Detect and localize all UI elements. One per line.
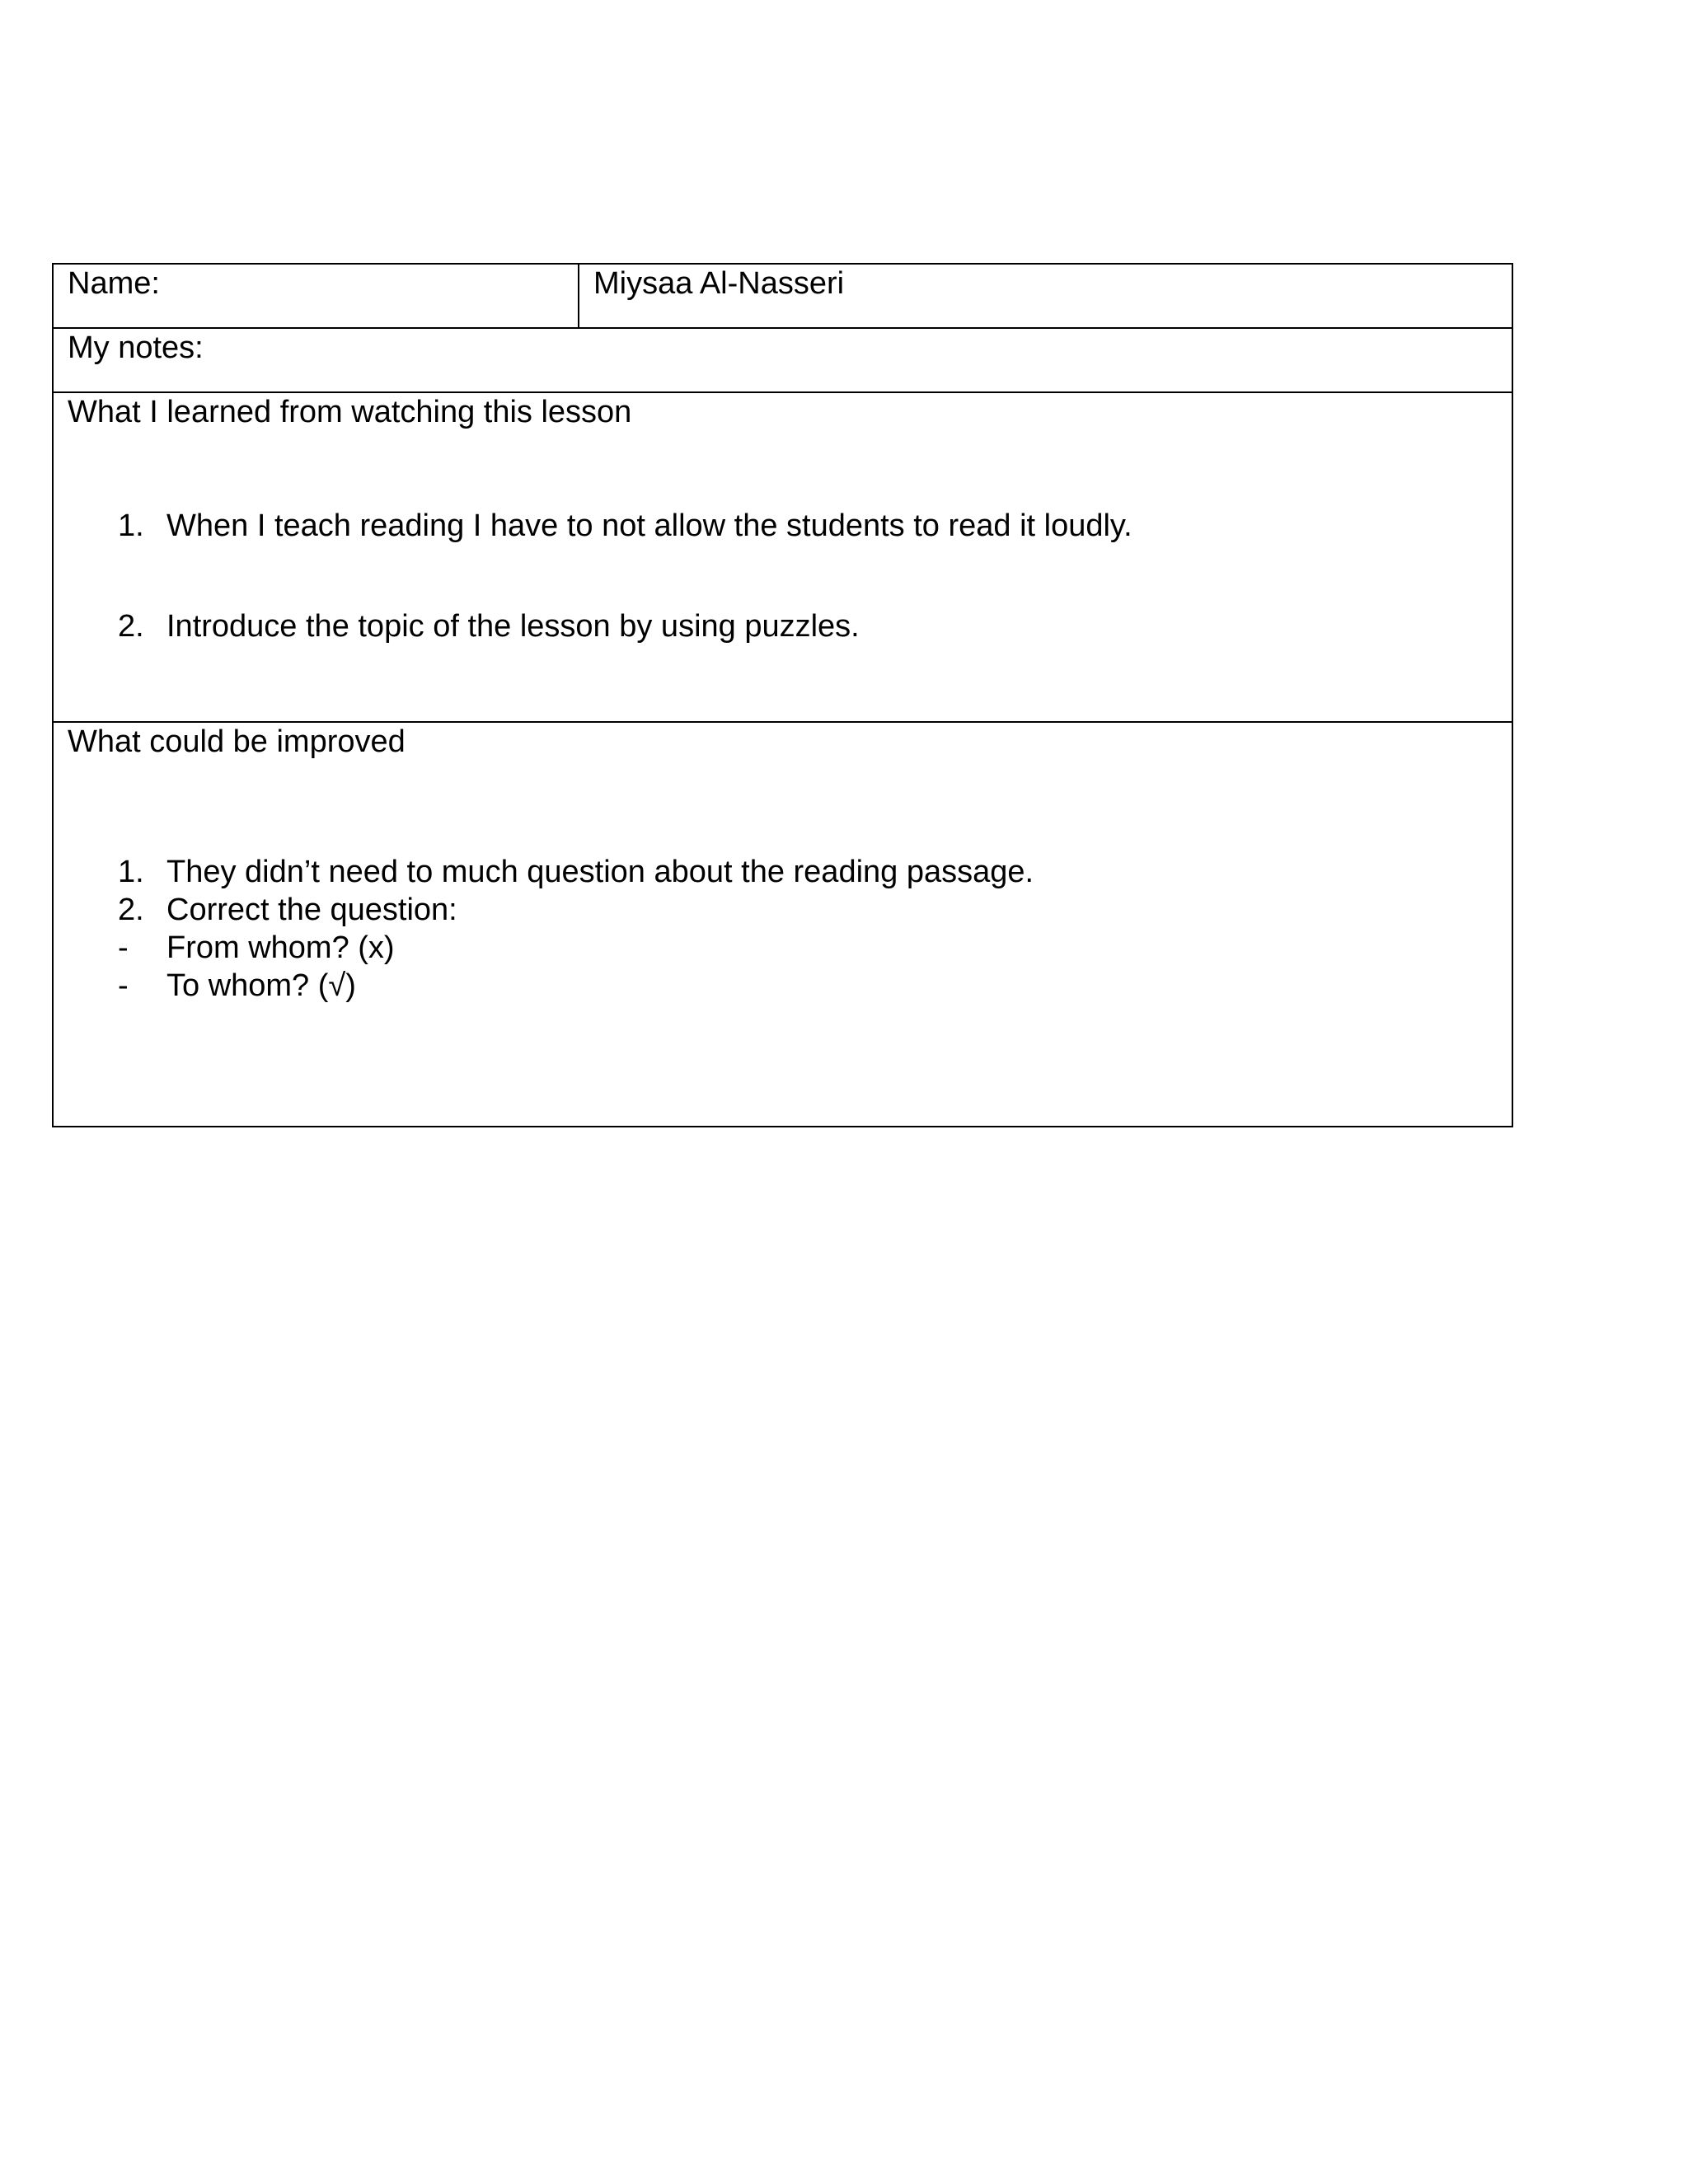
list-item-text: Introduce the topic of the lesson by using puzzles. — [166, 609, 860, 644]
improved-section — [54, 723, 1512, 1126]
list-item-text: To whom? (√) — [166, 968, 356, 1003]
list-marker: 1. — [118, 855, 144, 889]
name-row — [54, 265, 1512, 329]
list-marker: - — [118, 930, 129, 965]
notes-label: My notes: — [68, 330, 204, 365]
list-marker: 1. — [118, 509, 144, 543]
learned-title: What I learned from watching this lesson — [68, 395, 632, 429]
lesson-notes-table — [52, 263, 1513, 1127]
name-label: Name: — [68, 266, 160, 301]
name-value: Miysaa Al-Nasseri — [593, 266, 845, 301]
notes-row — [54, 329, 1512, 393]
list-item-text: When I teach reading I have to not allow the students to read it loudly. — [166, 509, 1132, 543]
learned-section — [54, 393, 1512, 723]
improved-title: What could be improved — [68, 724, 406, 759]
cell-divider — [578, 265, 579, 329]
list-item-text: From whom? (x) — [166, 930, 395, 965]
list-marker: - — [118, 968, 129, 1003]
list-item-text: They didn’t need to much question about the reading passage. — [166, 855, 1034, 889]
list-marker: 2. — [118, 893, 144, 927]
list-marker: 2. — [118, 609, 144, 644]
list-item-text: Correct the question: — [166, 893, 457, 927]
